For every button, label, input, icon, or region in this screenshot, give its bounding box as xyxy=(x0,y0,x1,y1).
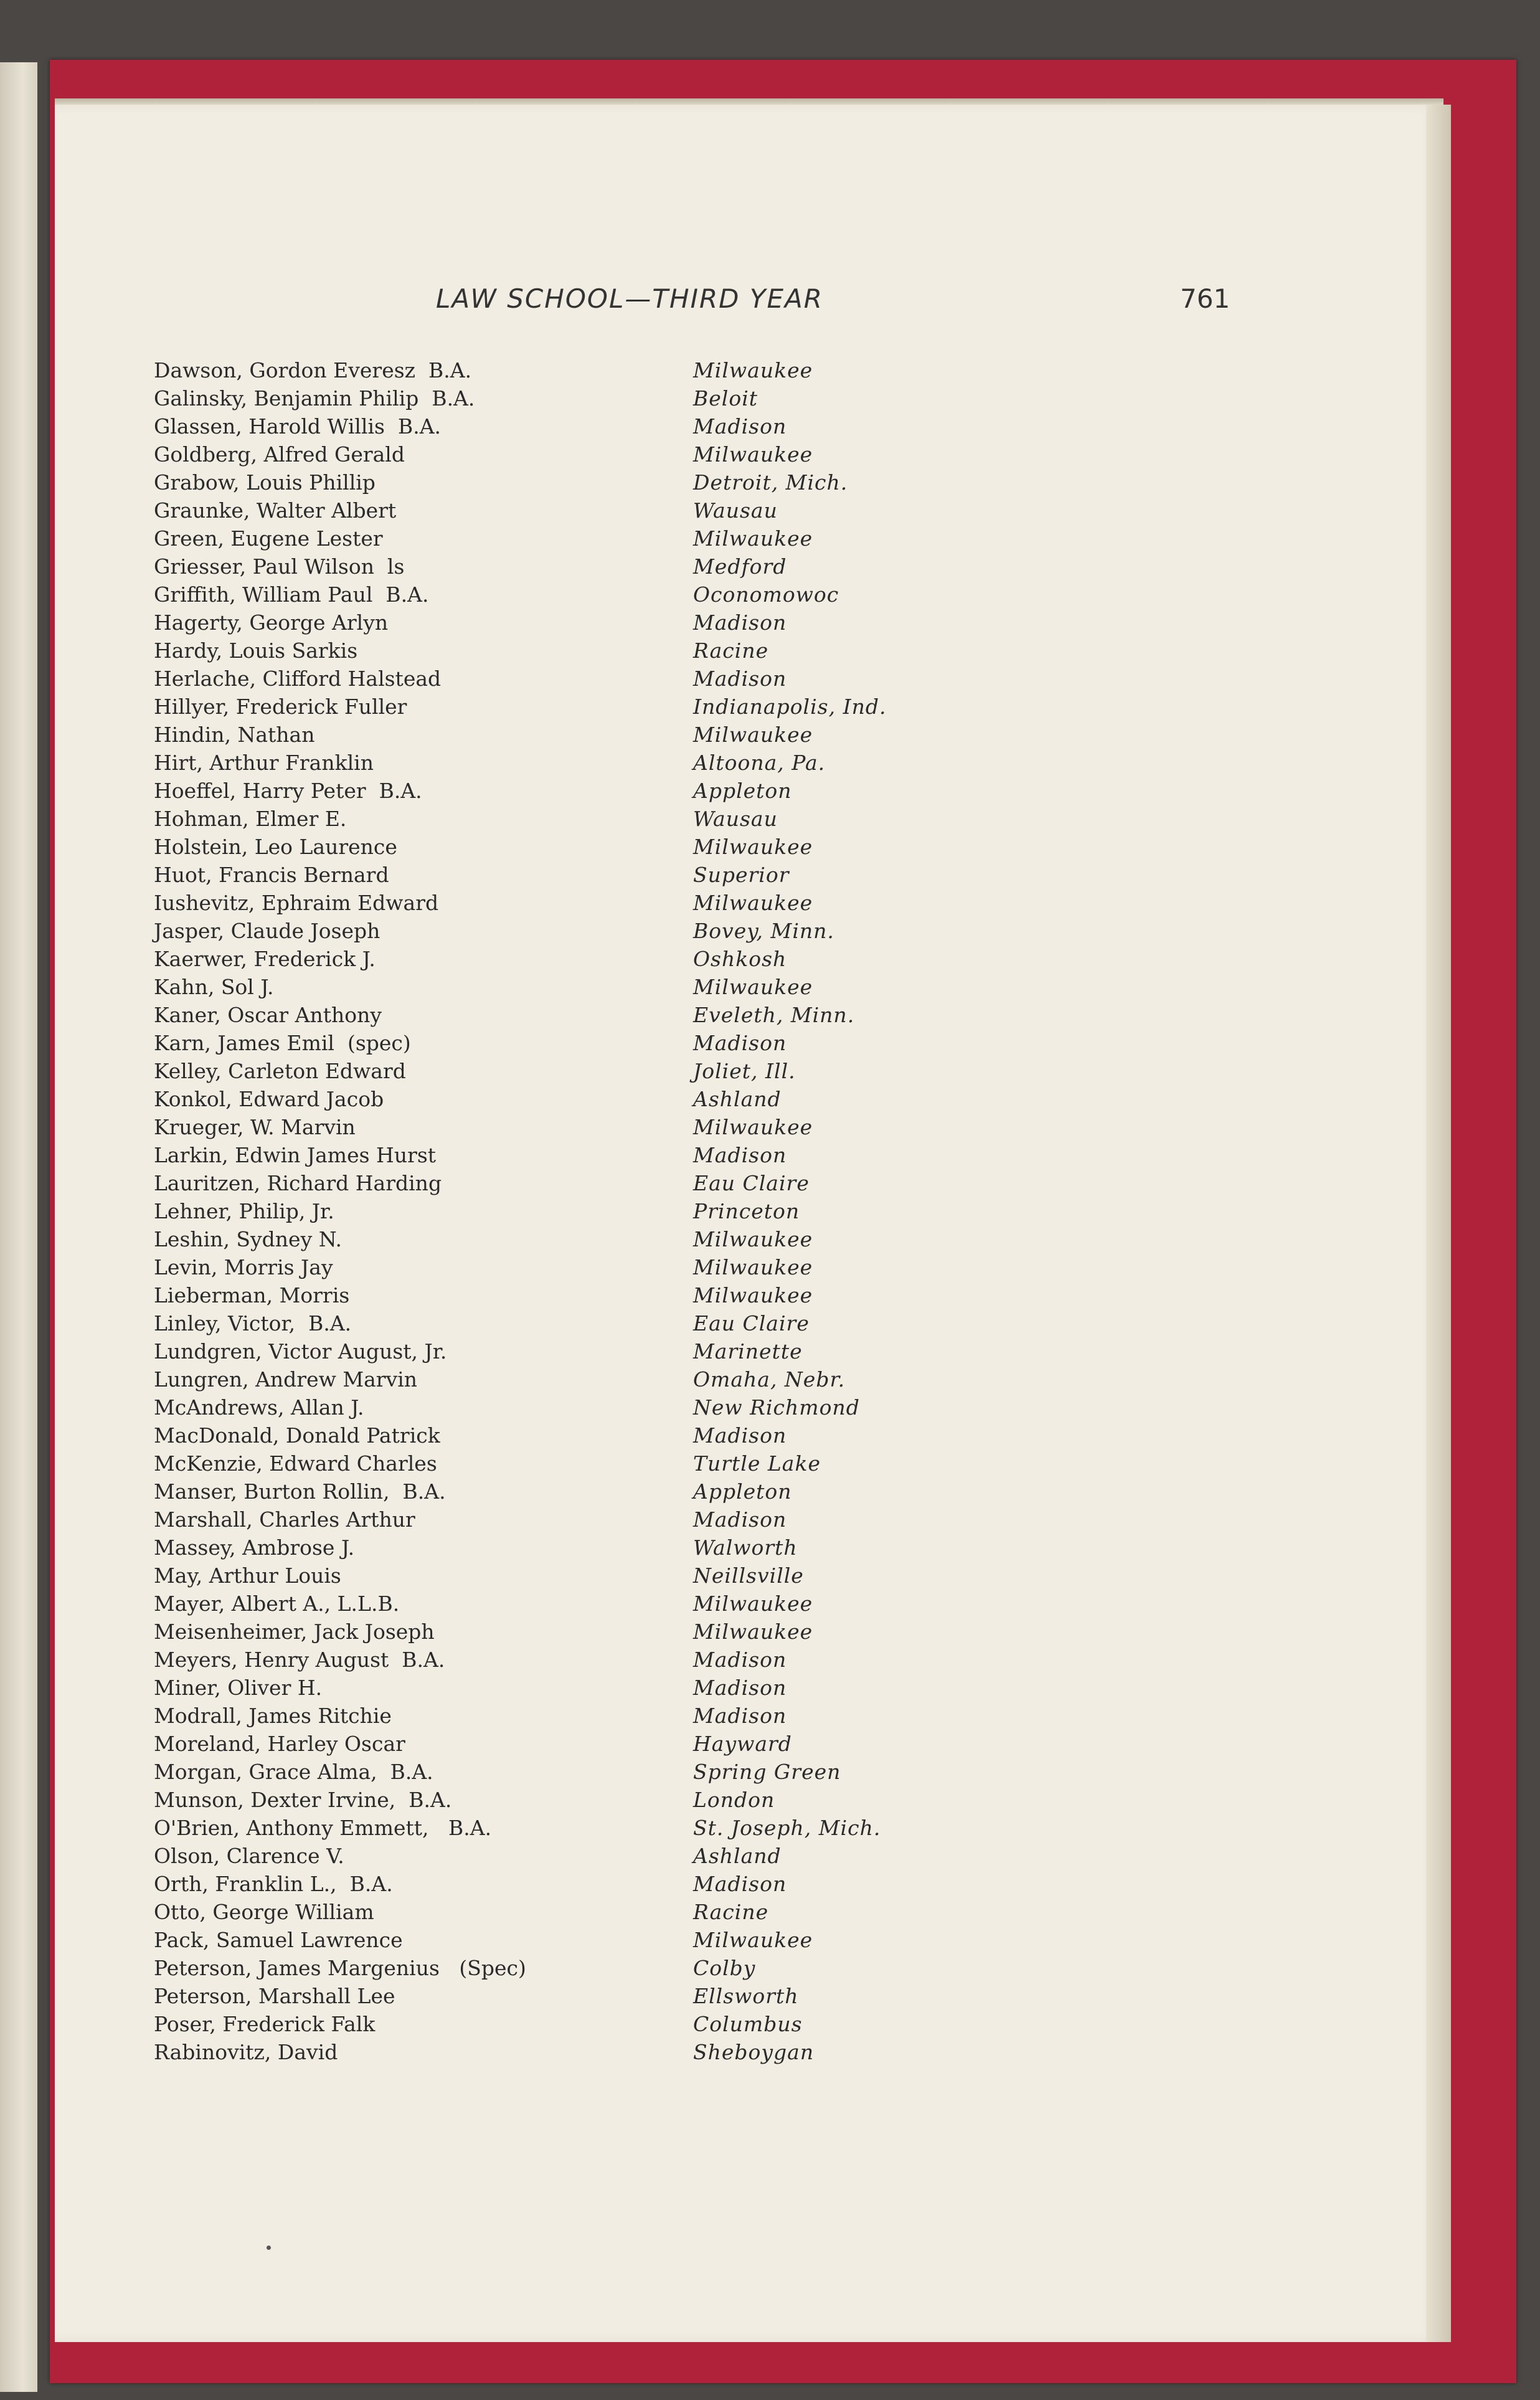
student-hometown: Racine xyxy=(693,638,769,663)
student-name: Peterson, Marshall Lee xyxy=(154,1984,395,2008)
student-name: McKenzie, Edward Charles xyxy=(154,1451,437,1476)
student-name: Kahn, Sol J. xyxy=(154,975,274,999)
list-item xyxy=(154,496,1088,524)
student-name: Morgan, Grace Alma, B.A. xyxy=(154,1760,433,1784)
student-hometown: Appleton xyxy=(693,779,792,803)
student-hometown: Milwaukee xyxy=(693,975,813,999)
student-name: Hirt, Arthur Franklin xyxy=(154,751,374,775)
student-hometown: Eau Claire xyxy=(693,1171,810,1195)
list-item xyxy=(154,356,1088,384)
student-name: Huot, Francis Bernard xyxy=(154,863,389,887)
student-name: Lundgren, Victor August, Jr. xyxy=(154,1339,447,1364)
student-name: Miner, Oliver H. xyxy=(154,1676,323,1700)
student-hometown: Madison xyxy=(693,1143,787,1167)
list-item xyxy=(154,412,1088,440)
list-item xyxy=(154,889,1088,917)
list-item xyxy=(154,1337,1088,1365)
list-item xyxy=(154,1786,1088,1814)
list-item xyxy=(154,1197,1088,1225)
student-name: Orth, Franklin L., B.A. xyxy=(154,1872,393,1896)
ink-speck xyxy=(267,2246,271,2250)
student-name: Lehner, Philip, Jr. xyxy=(154,1199,334,1223)
student-hometown: London xyxy=(693,1788,775,1812)
list-item xyxy=(154,973,1088,1001)
student-hometown: New Richmond xyxy=(693,1395,860,1420)
student-name: McAndrews, Allan J. xyxy=(154,1395,364,1420)
student-hometown: Detroit, Mich. xyxy=(693,470,848,495)
student-hometown: Bovey, Minn. xyxy=(693,919,834,943)
list-item xyxy=(154,945,1088,973)
list-item xyxy=(154,861,1088,889)
student-hometown: Columbus xyxy=(693,2012,803,2036)
list-item xyxy=(154,581,1088,609)
student-hometown: Spring Green xyxy=(693,1760,841,1784)
list-item xyxy=(154,917,1088,945)
student-hometown: Ashland xyxy=(693,1844,782,1868)
student-name: Modrall, James Ritchie xyxy=(154,1704,392,1728)
page-number: 761 xyxy=(1180,283,1231,314)
list-item xyxy=(154,1253,1088,1281)
list-item xyxy=(154,1534,1088,1562)
student-hometown: St. Joseph, Mich. xyxy=(693,1816,881,1840)
list-item xyxy=(154,1702,1088,1730)
list-item xyxy=(154,1730,1088,1758)
list-item xyxy=(154,2010,1088,2038)
student-name: Galinsky, Benjamin Philip B.A. xyxy=(154,386,475,410)
list-item xyxy=(154,1870,1088,1898)
student-name: Karn, James Emil (spec) xyxy=(154,1031,411,1055)
student-hometown: Milwaukee xyxy=(693,442,813,467)
student-hometown: Milwaukee xyxy=(693,1255,813,1279)
student-hometown: Oshkosh xyxy=(693,947,787,971)
list-item xyxy=(154,637,1088,665)
list-item xyxy=(154,1141,1088,1169)
student-hometown: Appleton xyxy=(693,1479,792,1504)
student-name: Peterson, James Margenius (Spec) xyxy=(154,1956,526,1980)
student-hometown: Walworth xyxy=(693,1535,798,1560)
list-item xyxy=(154,1029,1088,1057)
student-hometown: Altoona, Pa. xyxy=(693,751,826,775)
student-name: Lungren, Andrew Marvin xyxy=(154,1367,418,1392)
student-name: Krueger, W. Marvin xyxy=(154,1115,356,1139)
student-hometown: Princeton xyxy=(693,1199,800,1223)
student-name: May, Arthur Louis xyxy=(154,1563,341,1588)
student-name: Grabow, Louis Phillip xyxy=(154,470,376,495)
student-name: Rabinovitz, David xyxy=(154,2040,338,2064)
list-item xyxy=(154,1954,1088,1982)
student-hometown: Medford xyxy=(693,554,787,579)
list-item xyxy=(154,693,1088,721)
student-name: Jasper, Claude Joseph xyxy=(154,919,380,943)
student-hometown: Joliet, Ill. xyxy=(693,1059,796,1083)
student-name: Lieberman, Morris xyxy=(154,1283,350,1307)
student-name: Moreland, Harley Oscar xyxy=(154,1732,405,1756)
list-item xyxy=(154,1477,1088,1506)
student-hometown: Madison xyxy=(693,1676,787,1700)
student-hometown: Eau Claire xyxy=(693,1311,810,1335)
student-hometown: Superior xyxy=(693,863,790,887)
list-item xyxy=(154,1365,1088,1393)
student-name: Meisenheimer, Jack Joseph xyxy=(154,1620,435,1644)
list-item xyxy=(154,1618,1088,1646)
student-name: Massey, Ambrose J. xyxy=(154,1535,355,1560)
list-item xyxy=(154,1421,1088,1449)
list-item xyxy=(154,1562,1088,1590)
list-item xyxy=(154,1309,1088,1337)
student-hometown: Oconomowoc xyxy=(693,582,839,607)
list-item xyxy=(154,1506,1088,1534)
student-hometown: Sheboygan xyxy=(693,2040,815,2064)
student-hometown: Milwaukee xyxy=(693,1115,813,1139)
student-list xyxy=(154,356,1088,2066)
list-item xyxy=(154,468,1088,496)
list-item xyxy=(154,524,1088,553)
student-hometown: Milwaukee xyxy=(693,1283,813,1307)
student-name: Pack, Samuel Lawrence xyxy=(154,1928,403,1952)
student-name: Munson, Dexter Irvine, B.A. xyxy=(154,1788,452,1812)
student-hometown: Madison xyxy=(693,1872,787,1896)
list-item xyxy=(154,1814,1088,1842)
student-name: Dawson, Gordon Everesz B.A. xyxy=(154,358,472,382)
student-name: MacDonald, Donald Patrick xyxy=(154,1423,440,1448)
student-hometown: Madison xyxy=(693,1648,787,1672)
running-head: LAW SCHOOL—THIRD YEAR xyxy=(436,283,823,314)
student-name: Leshin, Sydney N. xyxy=(154,1227,342,1251)
student-hometown: Beloit xyxy=(693,386,758,410)
student-hometown: Marinette xyxy=(693,1339,803,1364)
list-item xyxy=(154,721,1088,749)
student-hometown: Milwaukee xyxy=(693,835,813,859)
student-hometown: Ellsworth xyxy=(693,1984,799,2008)
student-name: Green, Eugene Lester xyxy=(154,526,383,551)
list-item xyxy=(154,749,1088,777)
student-name: Hindin, Nathan xyxy=(154,723,315,747)
student-hometown: Wausau xyxy=(693,807,778,831)
list-item xyxy=(154,1982,1088,2010)
student-name: Hardy, Louis Sarkis xyxy=(154,638,358,663)
student-hometown: Milwaukee xyxy=(693,1591,813,1616)
list-item xyxy=(154,1225,1088,1253)
list-item xyxy=(154,1646,1088,1674)
list-item xyxy=(154,665,1088,693)
list-item xyxy=(154,2038,1088,2066)
student-hometown: Milwaukee xyxy=(693,1620,813,1644)
student-hometown: Madison xyxy=(693,610,787,635)
list-item xyxy=(154,1113,1088,1141)
student-hometown: Milwaukee xyxy=(693,1928,813,1952)
list-item xyxy=(154,1898,1088,1926)
student-name: Mayer, Albert A., L.L.B. xyxy=(154,1591,400,1616)
student-name: Griesser, Paul Wilson ls xyxy=(154,554,405,579)
student-hometown: Milwaukee xyxy=(693,723,813,747)
list-item xyxy=(154,1926,1088,1954)
student-name: Griffith, William Paul B.A. xyxy=(154,582,429,607)
student-name: Iushevitz, Ephraim Edward xyxy=(154,891,439,915)
list-item xyxy=(154,1393,1088,1421)
student-hometown: Madison xyxy=(693,1031,787,1055)
student-name: Meyers, Henry August B.A. xyxy=(154,1648,445,1672)
student-name: Holstein, Leo Laurence xyxy=(154,835,397,859)
student-name: Otto, George William xyxy=(154,1900,374,1924)
list-item xyxy=(154,553,1088,581)
list-item xyxy=(154,1001,1088,1029)
student-hometown: Colby xyxy=(693,1956,756,1980)
list-item xyxy=(154,384,1088,412)
list-item xyxy=(154,1842,1088,1870)
student-hometown: Madison xyxy=(693,666,787,691)
student-hometown: Madison xyxy=(693,1704,787,1728)
list-item xyxy=(154,609,1088,637)
student-name: Hohman, Elmer E. xyxy=(154,807,347,831)
page-fore-edge xyxy=(1426,105,1451,2342)
list-item xyxy=(154,1590,1088,1618)
list-item xyxy=(154,1169,1088,1197)
student-name: Poser, Frederick Falk xyxy=(154,2012,376,2036)
list-item xyxy=(154,1449,1088,1477)
student-name: Lauritzen, Richard Harding xyxy=(154,1171,442,1195)
student-name: Kelley, Carleton Edward xyxy=(154,1059,406,1083)
student-hometown: Milwaukee xyxy=(693,891,813,915)
student-name: Levin, Morris Jay xyxy=(154,1255,333,1279)
student-name: Olson, Clarence V. xyxy=(154,1844,344,1868)
list-item xyxy=(154,833,1088,861)
facing-page-edge xyxy=(0,62,37,2392)
student-hometown: Milwaukee xyxy=(693,526,813,551)
student-name: Herlache, Clifford Halstead xyxy=(154,666,442,691)
student-hometown: Madison xyxy=(693,414,787,439)
student-hometown: Madison xyxy=(693,1507,787,1532)
student-name: Kaerwer, Frederick J. xyxy=(154,947,376,971)
student-name: Goldberg, Alfred Gerald xyxy=(154,442,405,467)
student-name: Hillyer, Frederick Fuller xyxy=(154,695,407,719)
list-item xyxy=(154,1674,1088,1702)
student-name: Linley, Victor, B.A. xyxy=(154,1311,352,1335)
student-hometown: Wausau xyxy=(693,498,778,523)
list-item xyxy=(154,1758,1088,1786)
student-name: Marshall, Charles Arthur xyxy=(154,1507,415,1532)
list-item xyxy=(154,777,1088,805)
student-name: Glassen, Harold Willis B.A. xyxy=(154,414,442,439)
student-hometown: Racine xyxy=(693,1900,769,1924)
student-name: Konkol, Edward Jacob xyxy=(154,1087,384,1111)
list-item xyxy=(154,1281,1088,1309)
student-name: Hagerty, George Arlyn xyxy=(154,610,389,635)
student-name: Kaner, Oscar Anthony xyxy=(154,1003,382,1027)
list-item xyxy=(154,1057,1088,1085)
list-item xyxy=(154,440,1088,468)
student-hometown: Turtle Lake xyxy=(693,1451,821,1476)
student-name: Graunke, Walter Albert xyxy=(154,498,397,523)
student-name: Larkin, Edwin James Hurst xyxy=(154,1143,437,1167)
student-hometown: Omaha, Nebr. xyxy=(693,1367,846,1392)
student-hometown: Eveleth, Minn. xyxy=(693,1003,855,1027)
list-item xyxy=(154,805,1088,833)
student-hometown: Hayward xyxy=(693,1732,792,1756)
student-hometown: Ashland xyxy=(693,1087,782,1111)
list-item xyxy=(154,1085,1088,1113)
student-name: Manser, Burton Rollin, B.A. xyxy=(154,1479,446,1504)
student-hometown: Milwaukee xyxy=(693,358,813,382)
student-hometown: Milwaukee xyxy=(693,1227,813,1251)
student-hometown: Neillsville xyxy=(693,1563,804,1588)
student-hometown: Indianapolis, Ind. xyxy=(693,695,887,719)
student-hometown: Madison xyxy=(693,1423,787,1448)
student-name: Hoeffel, Harry Peter B.A. xyxy=(154,779,422,803)
student-name: O'Brien, Anthony Emmett, B.A. xyxy=(154,1816,492,1840)
